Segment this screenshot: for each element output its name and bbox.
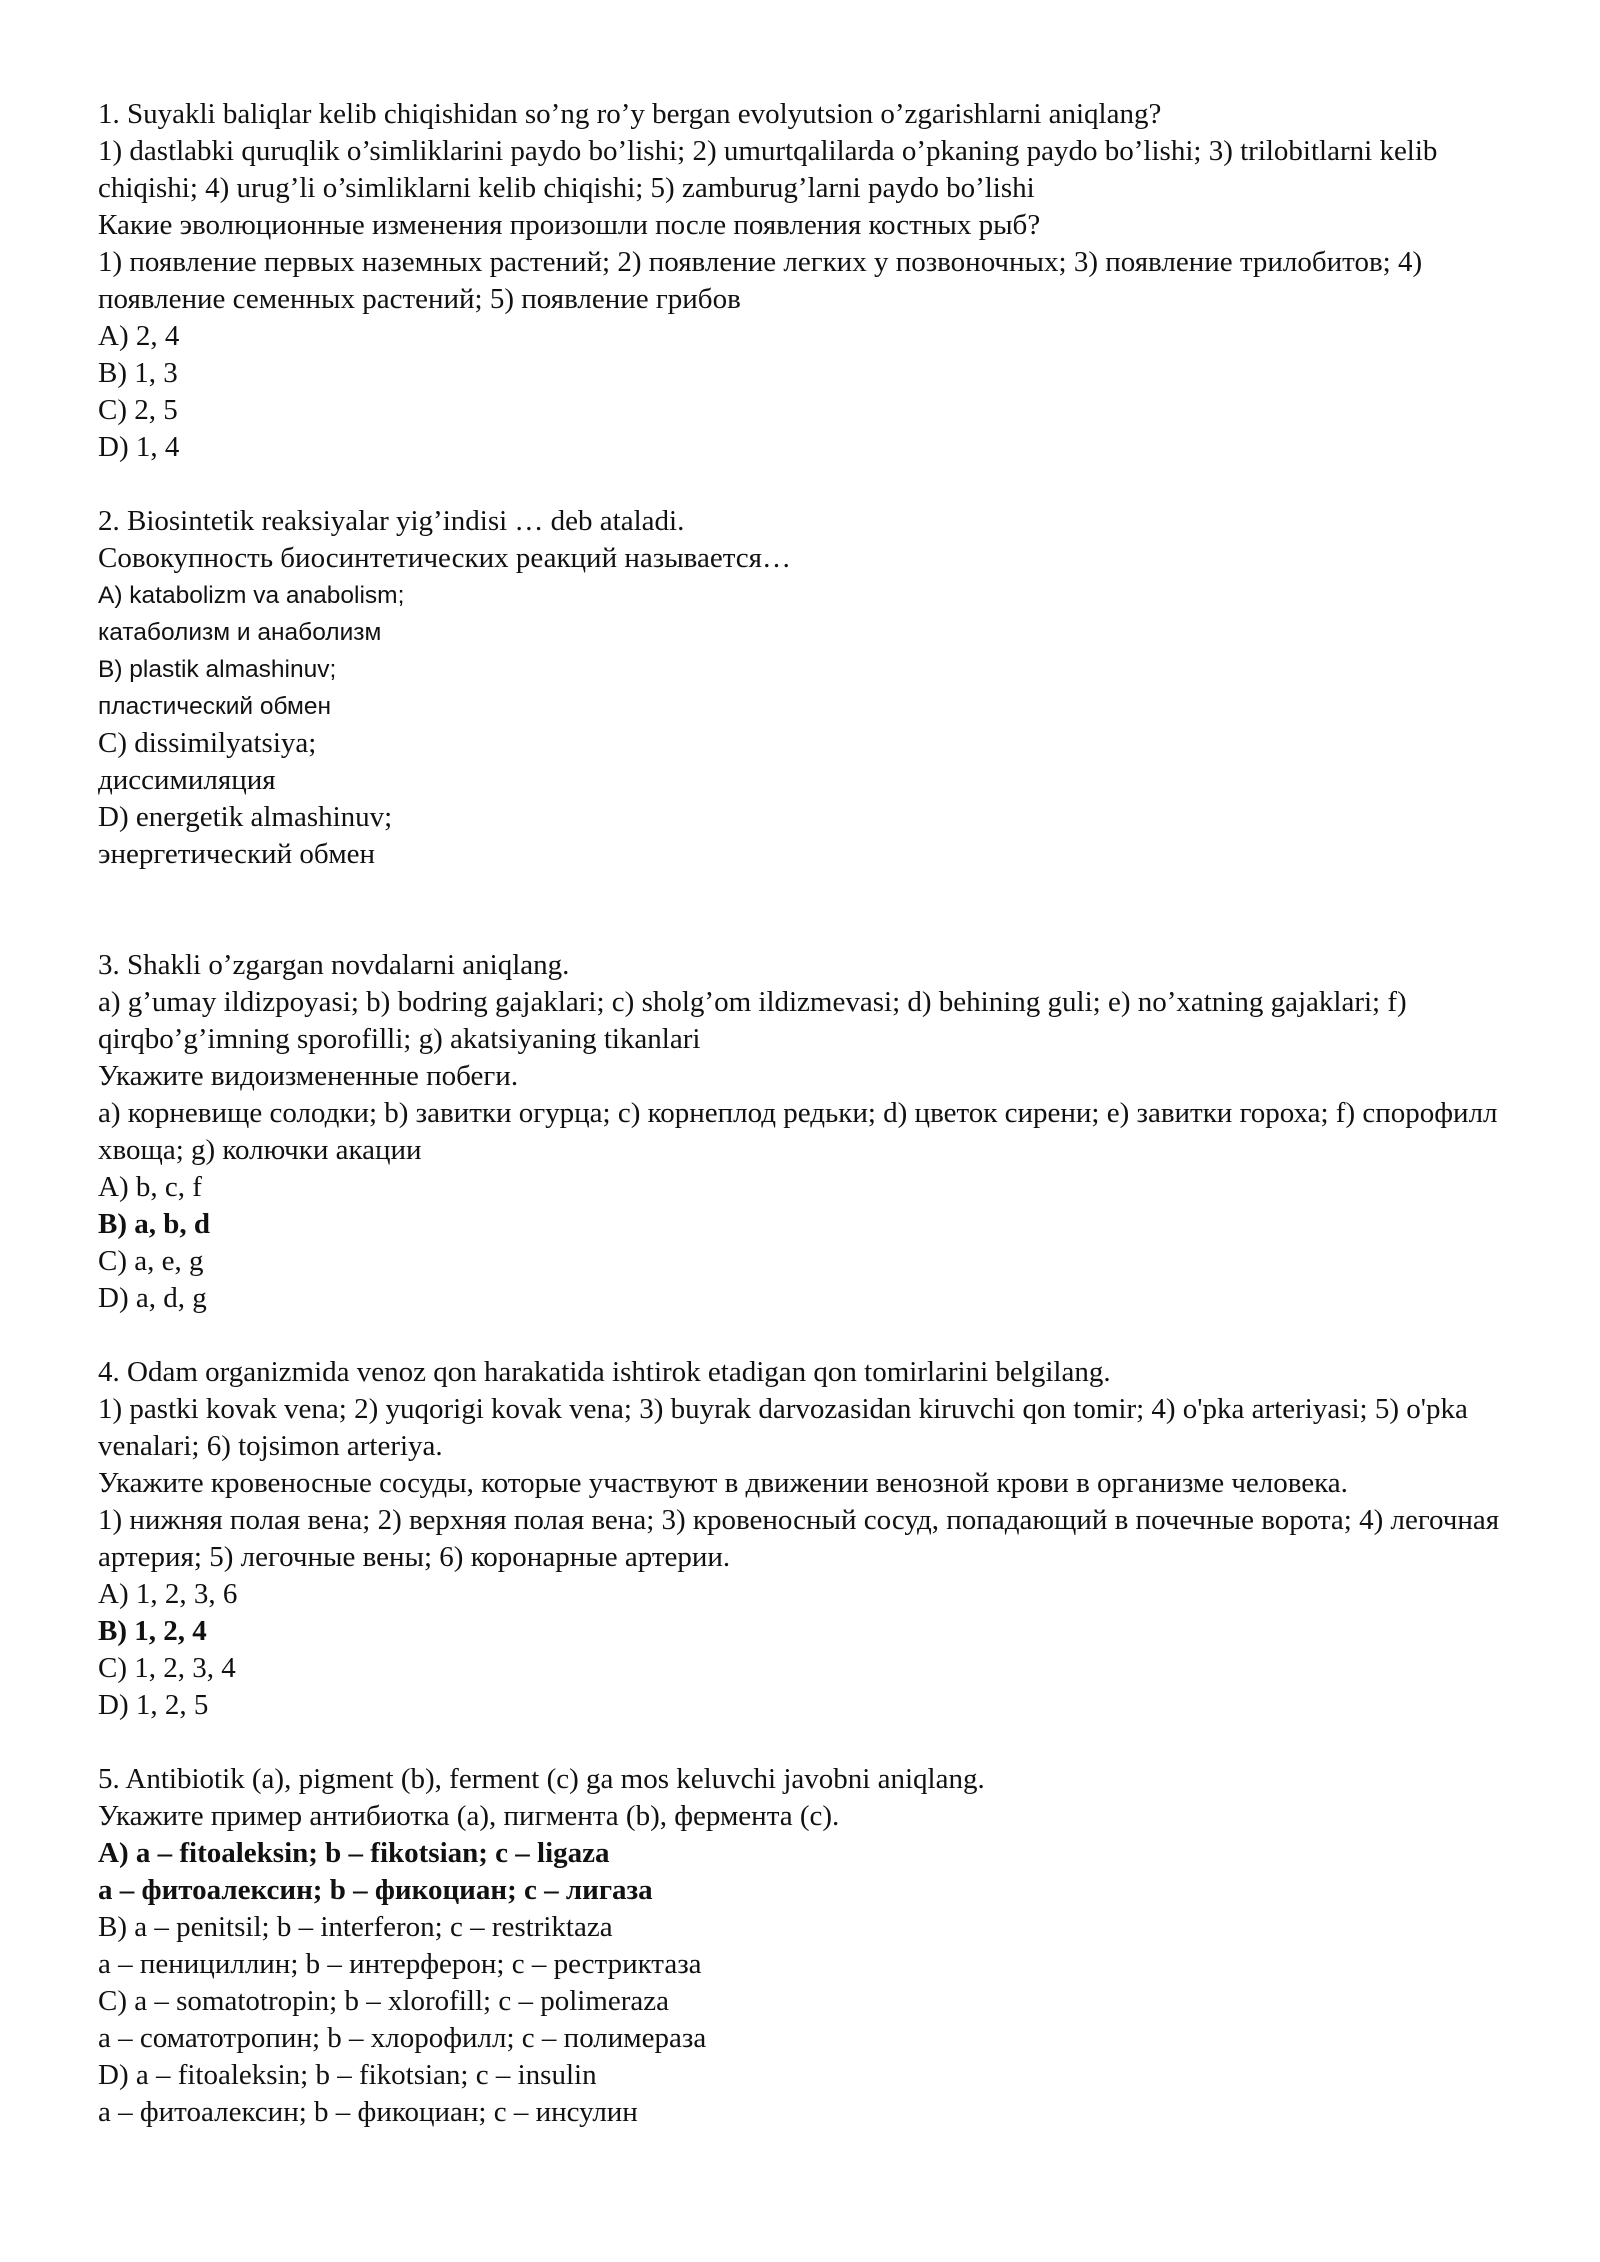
question-5-answer-a-uz: A) a – fitoaleksin; b – fikotsian; c – ligaza <box>98 1837 610 1869</box>
question-1-answer-d: D) 1, 4 <box>98 431 180 463</box>
question-3 <box>98 947 1538 1317</box>
question-2-answer-d-ru: энергетический обмен <box>98 838 376 870</box>
question-3-options-uz: a) g’umay ildizpoyasi; b) bodring gajaklari; c) sholg’om ildizmevasi; d) behining guli; e) no’xatning gajaklari; f) qirqbo’g’imning sporofilli; g) akatsiyaning tikanlari <box>98 986 1407 1055</box>
question-5-answer-a-ru: а – фитоалексин; b – фикоциан; с – лигаза <box>98 1874 653 1906</box>
question-5-text-uz: 5. Antibiotik (a), pigment (b), ferment (c) ga mos keluvchi javobni aniqlang. <box>98 1763 985 1795</box>
question-1-text-ru: Какие эволюционные изменения произошли после появления костных рыб? <box>98 209 1041 241</box>
question-3-answer-b: B) a, b, d <box>98 1208 211 1240</box>
question-5-answer-b-uz: B) a – penitsil; b – interferon; c – restriktaza <box>98 1911 613 1943</box>
spacer <box>98 1724 1538 1761</box>
question-3-answer-a: A) b, c, f <box>98 1171 202 1203</box>
spacer <box>98 873 1538 947</box>
question-2-text-uz: 2. Biosintetik reaksiyalar yig’indisi … deb ataladi. <box>98 505 685 537</box>
question-3-text-ru: Укажите видоизмененные побеги. <box>98 1060 519 1092</box>
question-1-answer-b: B) 1, 3 <box>98 357 178 389</box>
question-1-answer-a: A) 2, 4 <box>98 320 180 352</box>
question-3-options-ru: а) корневище солодки; b) завитки огурца; c) корнеплод редьки; d) цветок сирени; e) завитки гороха; f) спорофилл хвоща; g) колючки акации <box>98 1097 1498 1166</box>
question-4-answer-a: A) 1, 2, 3, 6 <box>98 1578 238 1610</box>
question-1-options-uz: 1) dastlabki quruqlik o’simliklarini paydo bo’lishi; 2) umurtqalilarda o’pkaning paydo bo’lishi; 3) trilobitlarni kelib chiqishi; 4) urug’li o’simliklarni kelib chiqishi; 5) zamburug’larni paydo bo’lishi <box>98 135 1438 204</box>
question-2-text-ru: Совокупность биосинтетических реакций называется… <box>98 542 791 574</box>
question-2-answer-b-uz: B) plastik almashinuv; <box>98 656 337 683</box>
question-5-answer-b-ru: а – пенициллин; b – интерферон; с – рестриктаза <box>98 1948 702 1980</box>
question-4 <box>98 1354 1538 1724</box>
question-2-answer-b-ru: пластический обмен <box>98 693 332 720</box>
question-4-options-ru: 1) нижняя полая вена; 2) верхняя полая вена; 3) кровеносный сосуд, попадающий в почечные ворота; 4) легочная артерия; 5) легочные вены; 6) коронарные артерии. <box>98 1504 1500 1573</box>
question-5-answer-c-uz: C) a – somatotropin; b – xlorofill; c – polimeraza <box>98 1985 670 2017</box>
question-2-answer-c-uz: C) dissimilyatsiya; <box>98 727 317 759</box>
spacer <box>98 466 1538 503</box>
question-2-answer-c-ru: диссимиляция <box>98 764 276 796</box>
document-page <box>98 96 1538 2131</box>
question-5-answer-d-ru: а – фитоалексин; b – фикоциан; с – инсулин <box>98 2096 638 2128</box>
question-2-answer-a-uz: A) katabolizm va anabolism; <box>98 582 405 609</box>
question-4-options-uz: 1) pastki kovak vena; 2) yuqorigi kovak vena; 3) buyrak darvozasidan kiruvchi qon tomir; 4) o'pka arteriyasi; 5) o'pka venalari; 6) tojsimon arteriya. <box>98 1393 1468 1462</box>
question-4-text-ru: Укажите кровеносные сосуды, которые участвуют в движении венозной крови в организме человека. <box>98 1467 1348 1499</box>
spacer <box>98 1317 1538 1354</box>
question-5-answer-d-uz: D) a – fitoaleksin; b – fikotsian; c – insulin <box>98 2059 597 2091</box>
question-5-answer-c-ru: а – соматотропин; b – хлорофилл; с – полимераза <box>98 2022 707 2054</box>
question-4-text-uz: 4. Odam organizmida venoz qon harakatida ishtirok etadigan qon tomirlarini belgilang. <box>98 1356 1111 1388</box>
question-5 <box>98 1761 1538 2131</box>
question-1 <box>98 96 1538 466</box>
question-2-answer-a-ru: катаболизм и анаболизм <box>98 619 382 646</box>
question-3-answer-c: C) a, e, g <box>98 1245 204 1277</box>
question-1-answer-c: C) 2, 5 <box>98 394 178 426</box>
question-3-answer-d: D) a, d, g <box>98 1282 207 1314</box>
question-4-answer-c: C) 1, 2, 3, 4 <box>98 1652 236 1684</box>
question-4-answer-b: B) 1, 2, 4 <box>98 1615 207 1647</box>
question-1-text-uz: 1. Suyakli baliqlar kelib chiqishidan so’ng ro’y bergan evolyutsion o’zgarishlarni aniqlang? <box>98 98 1162 130</box>
question-2 <box>98 503 1538 873</box>
question-1-options-ru: 1) появление первых наземных растений; 2) появление легких у позвоночных; 3) появление трилобитов; 4) появление семенных растений; 5) появление грибов <box>98 246 1423 315</box>
question-4-answer-d: D) 1, 2, 5 <box>98 1689 209 1721</box>
question-5-text-ru: Укажите пример антибиотка (а), пигмента (b), фермента (с). <box>98 1800 840 1832</box>
question-2-answer-d-uz: D) energetik almashinuv; <box>98 801 393 833</box>
question-3-text-uz: 3. Shakli o’zgargan novdalarni aniqlang. <box>98 949 570 981</box>
